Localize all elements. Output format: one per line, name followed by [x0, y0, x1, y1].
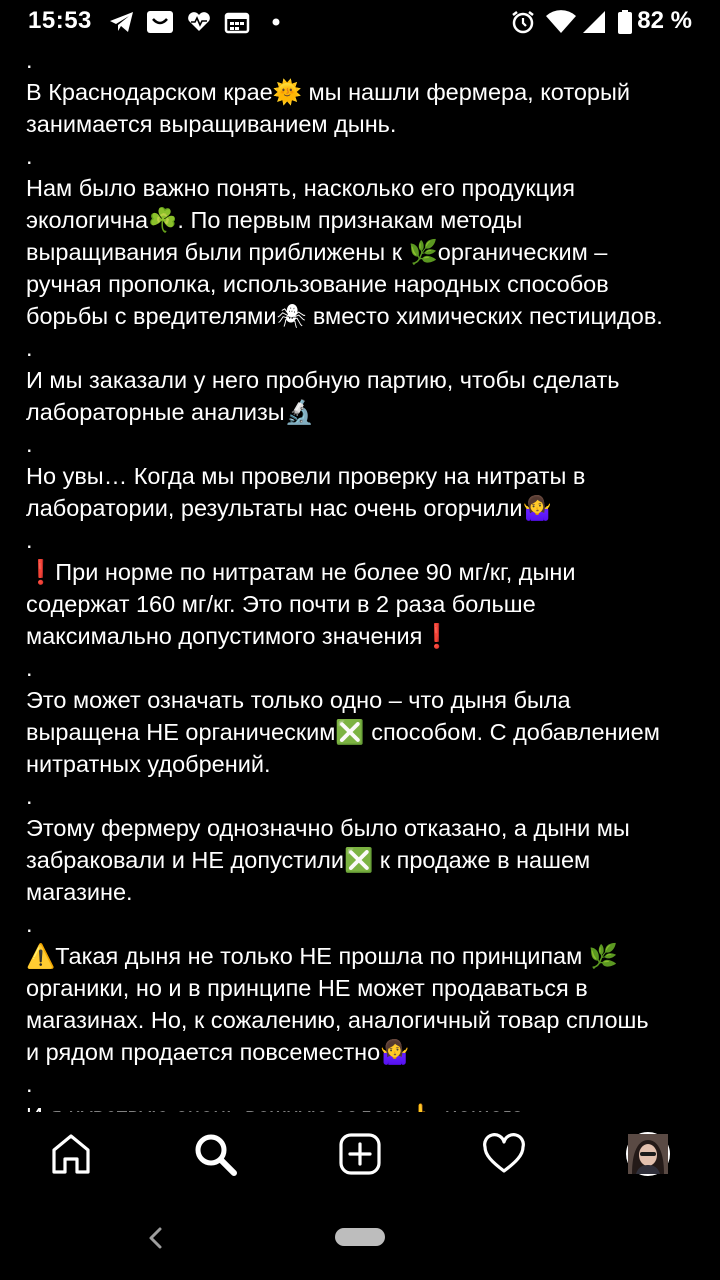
- caption-line: выращена НЕ органическим❎ способом. С добавлением: [26, 719, 660, 745]
- caption-line: .: [26, 143, 33, 169]
- caption-line: занимается выращиванием дынь.: [26, 111, 397, 137]
- caption-line: .: [26, 47, 33, 73]
- search-button[interactable]: [191, 1130, 239, 1178]
- activity-button[interactable]: [480, 1130, 528, 1178]
- caption-line: ⚠️Такая дыня не только НЕ прошла по принципам 🌿: [26, 943, 619, 969]
- system-nav-bar: [0, 1196, 720, 1280]
- profile-avatar[interactable]: [626, 1132, 670, 1176]
- caption-line: забраковали и НЕ допустили❎ к продаже в нашем: [26, 847, 591, 873]
- caption-line: В Краснодарском крае🌞 мы нашли фермера, который: [26, 79, 630, 105]
- caption-line: Этому фермеру однозначно было отказано, а дыни мы: [26, 815, 630, 841]
- battery-icon: [618, 10, 632, 34]
- caption-line: лабораторные анализы🔬: [26, 399, 314, 425]
- status-time: 15:53: [28, 7, 92, 34]
- caption-line: .: [26, 1071, 33, 1097]
- caption-line: Это может означать только одно – что дыня была: [26, 687, 571, 713]
- home-icon: [49, 1132, 93, 1176]
- caption-line: лаборатории, результаты нас очень огорчили🤷‍♀️: [26, 495, 552, 521]
- caption-line: органики, но и в принципе НЕ может продаваться в: [26, 975, 588, 1001]
- caption-line: .: [26, 655, 33, 681]
- calendar-icon: [224, 10, 250, 34]
- caption-line: .: [26, 335, 33, 361]
- caption-line: магазине.: [26, 879, 133, 905]
- caption-line: нитратных удобрений.: [26, 751, 271, 777]
- avatar-image: [628, 1134, 668, 1174]
- dot-icon: [270, 10, 282, 34]
- health-icon: [186, 10, 212, 34]
- status-bar: [0, 0, 720, 44]
- caption-line: .: [26, 431, 33, 457]
- caption-line: борьбы с вредителями🕷 вместо химических пестицидов.: [26, 303, 663, 329]
- caption-line: выращивания были приближены к 🌿органическим –: [26, 239, 608, 265]
- caption-line: максимально допустимого значения❗: [26, 623, 452, 649]
- caption-line: ❗При норме по нитратам не более 90 мг/кг, дыни: [26, 559, 576, 585]
- back-chevron-icon[interactable]: [146, 1226, 166, 1250]
- caption-line: экологична☘️. По первым признакам методы: [26, 207, 523, 233]
- caption-line: Нам было важно понять, насколько его продукция: [26, 175, 575, 201]
- caption-line: Но увы… Когда мы провели проверку на нитраты в: [26, 463, 586, 489]
- add-post-icon: [338, 1132, 382, 1176]
- caption-line: .: [26, 783, 33, 809]
- mail-icon: [146, 10, 174, 34]
- caption-line: .: [26, 911, 33, 937]
- caption-line: И мы заказали у него пробную партию, чтобы сделать: [26, 367, 620, 393]
- bottom-nav: [0, 1112, 720, 1196]
- new-post-button[interactable]: [336, 1130, 384, 1178]
- caption-line: .: [26, 527, 33, 553]
- heart-icon: [482, 1134, 526, 1174]
- home-pill[interactable]: [335, 1228, 385, 1246]
- telegram-icon: [108, 10, 136, 34]
- post-caption: [26, 44, 706, 1112]
- alarm-icon: [510, 10, 536, 34]
- caption-line: содержат 160 мг/кг. Это почти в 2 раза больше: [26, 591, 536, 617]
- signal-icon: [582, 10, 606, 34]
- caption-line: и рядом продается повсеместно🤷‍♀️: [26, 1039, 410, 1065]
- wifi-icon: [545, 10, 577, 34]
- battery-level: 82 %: [637, 7, 692, 34]
- caption-line: ручная прополка, использование народных способов: [26, 271, 609, 297]
- caption-line: магазинах. Но, к сожалению, аналогичный товар сплошь: [26, 1007, 649, 1033]
- home-button[interactable]: [47, 1130, 95, 1178]
- search-icon: [192, 1131, 238, 1177]
